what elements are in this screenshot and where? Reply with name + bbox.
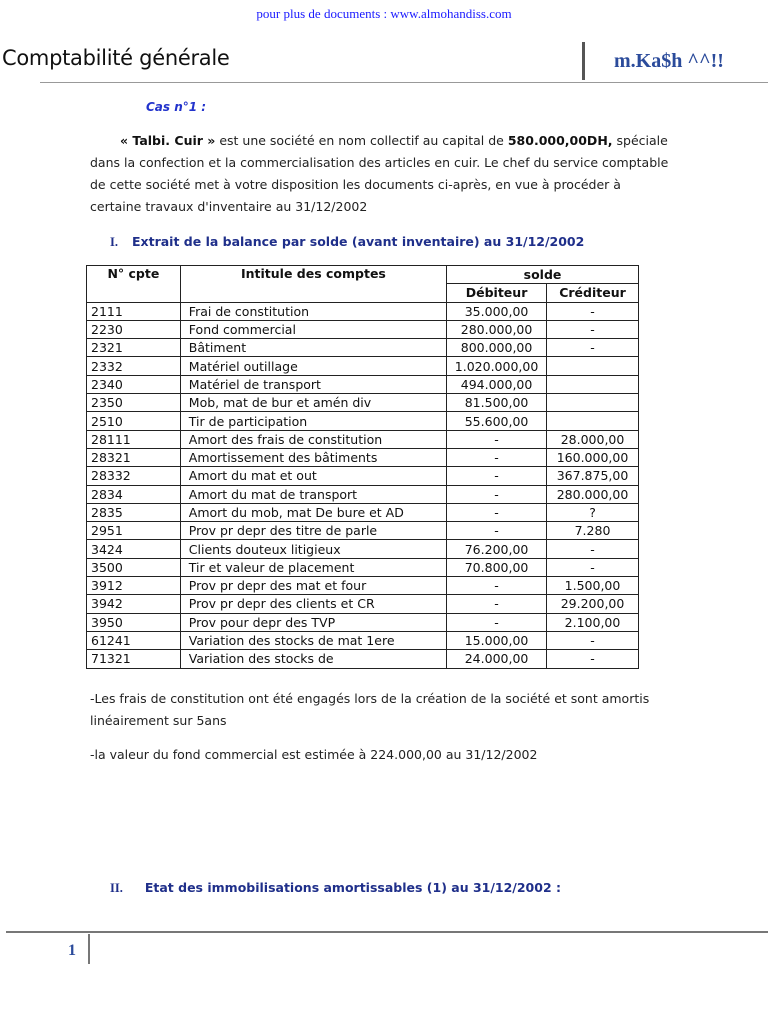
- debit-cell: 81.500,00: [447, 394, 547, 412]
- table-row: [87, 540, 639, 558]
- account-label-cell: Mob, mat de bur et amén div: [180, 394, 446, 412]
- header-rule: [40, 82, 768, 83]
- debit-cell: 280.000,00: [447, 320, 547, 338]
- credit-cell: [547, 375, 639, 393]
- table-row: [87, 394, 639, 412]
- table-row: [87, 558, 639, 576]
- author-name: m.Ka$h ^^!!: [614, 50, 724, 72]
- credit-cell: -: [547, 339, 639, 357]
- header-account-number: N° cpte: [87, 266, 181, 303]
- table-row: [87, 357, 639, 375]
- account-label-cell: Amort du mat de transport: [180, 485, 446, 503]
- intro-text-1: est une société en nom collectif au capital de: [215, 133, 508, 148]
- account-label-cell: Tir de participation: [180, 412, 446, 430]
- account-number-cell: 2834: [87, 485, 181, 503]
- credit-cell: 160.000,00: [547, 448, 639, 466]
- account-number-cell: 71321: [87, 650, 181, 668]
- table-row: [87, 375, 639, 393]
- debit-cell: -: [447, 467, 547, 485]
- header-account-label: Intitule des comptes: [180, 266, 446, 303]
- section-2-title: Etat des immobilisations amortissables (1) au 31/12/2002 :: [144, 880, 562, 895]
- table-row: [87, 503, 639, 521]
- account-label-cell: Variation des stocks de mat 1ere: [180, 631, 446, 649]
- company-name: « Talbi. Cuir »: [120, 133, 216, 148]
- debit-cell: 494.000,00: [447, 375, 547, 393]
- section-1-number: I.: [110, 235, 118, 249]
- credit-cell: [547, 412, 639, 430]
- account-label-cell: Bâtiment: [180, 339, 446, 357]
- credit-cell: 28.000,00: [547, 430, 639, 448]
- account-number-cell: 2332: [87, 357, 181, 375]
- debit-cell: -: [447, 595, 547, 613]
- debit-cell: -: [447, 485, 547, 503]
- case-label: Cas n°1 :: [146, 100, 207, 114]
- note-fonds-commercial: -la valeur du fond commercial est estimée à 224.000,00 au 31/12/2002: [90, 747, 538, 762]
- header-divider: [582, 42, 585, 80]
- debit-cell: 15.000,00: [447, 631, 547, 649]
- section-2-number: II.: [110, 881, 123, 895]
- debit-cell: -: [447, 448, 547, 466]
- credit-cell: -: [547, 631, 639, 649]
- account-number-cell: 2340: [87, 375, 181, 393]
- credit-cell: 2.100,00: [547, 613, 639, 631]
- credit-cell: 367.875,00: [547, 467, 639, 485]
- account-label-cell: Prov pr depr des titre de parle: [180, 522, 446, 540]
- table-row: [87, 302, 639, 320]
- footer-rule: [6, 931, 768, 933]
- account-number-cell: 28332: [87, 467, 181, 485]
- account-number-cell: 3942: [87, 595, 181, 613]
- header-solde: solde: [447, 266, 639, 284]
- account-number-cell: 2321: [87, 339, 181, 357]
- account-number-cell: 3950: [87, 613, 181, 631]
- account-label-cell: Amort du mat et out: [180, 467, 446, 485]
- debit-cell: -: [447, 522, 547, 540]
- credit-cell: 7.280: [547, 522, 639, 540]
- table-row: [87, 613, 639, 631]
- section-2-heading: [110, 880, 561, 896]
- account-label-cell: Clients douteux litigieux: [180, 540, 446, 558]
- credit-cell: -: [547, 540, 639, 558]
- debit-cell: -: [447, 613, 547, 631]
- credit-cell: [547, 357, 639, 375]
- credit-cell: -: [547, 558, 639, 576]
- header-debit: Débiteur: [447, 284, 547, 302]
- debit-cell: 35.000,00: [447, 302, 547, 320]
- account-number-cell: 2111: [87, 302, 181, 320]
- capital-amount: 580.000,00DH,: [507, 133, 613, 148]
- document-title: Comptabilité générale: [2, 46, 230, 70]
- table-row: [87, 485, 639, 503]
- account-number-cell: 3912: [87, 577, 181, 595]
- debit-cell: 55.600,00: [447, 412, 547, 430]
- credit-cell: [547, 394, 639, 412]
- table-row: [87, 339, 639, 357]
- debit-cell: -: [447, 577, 547, 595]
- account-label-cell: Prov pour depr des TVP: [180, 613, 446, 631]
- credit-cell: 280.000,00: [547, 485, 639, 503]
- table-row: [87, 467, 639, 485]
- account-label-cell: Prov pr depr des mat et four: [180, 577, 446, 595]
- account-label-cell: Variation des stocks de: [180, 650, 446, 668]
- table-row: [87, 595, 639, 613]
- account-label-cell: Prov pr depr des clients et CR: [180, 595, 446, 613]
- table-row: [87, 631, 639, 649]
- debit-cell: 800.000,00: [447, 339, 547, 357]
- table-row: [87, 650, 639, 668]
- debit-cell: 70.800,00: [447, 558, 547, 576]
- account-label-cell: Amortissement des bâtiments: [180, 448, 446, 466]
- intro-paragraph: [90, 130, 670, 218]
- credit-cell: 1.500,00: [547, 577, 639, 595]
- footer-divider: [88, 934, 90, 964]
- note-constitution: -Les frais de constitution ont été engagés lors de la création de la société et sont amortis linéairement sur 5ans: [90, 691, 650, 728]
- account-label-cell: Amort du mob, mat De bure et AD: [180, 503, 446, 521]
- account-label-cell: Tir et valeur de placement: [180, 558, 446, 576]
- balance-table: [86, 265, 639, 669]
- account-label-cell: Frai de constitution: [180, 302, 446, 320]
- account-number-cell: 61241: [87, 631, 181, 649]
- table-row: [87, 522, 639, 540]
- section-1-title: Extrait de la balance par solde (avant inventaire) au 31/12/2002: [132, 234, 585, 249]
- credit-cell: -: [547, 650, 639, 668]
- account-number-cell: 2510: [87, 412, 181, 430]
- account-number-cell: 3500: [87, 558, 181, 576]
- table-row: [87, 577, 639, 595]
- table-row: [87, 448, 639, 466]
- debit-cell: 1.020.000,00: [447, 357, 547, 375]
- table-row: [87, 412, 639, 430]
- debit-cell: 76.200,00: [447, 540, 547, 558]
- credit-cell: ?: [547, 503, 639, 521]
- account-number-cell: 2951: [87, 522, 181, 540]
- account-label-cell: Matériel de transport: [180, 375, 446, 393]
- account-number-cell: 2835: [87, 503, 181, 521]
- table-row: [87, 320, 639, 338]
- account-label-cell: Amort des frais de constitution: [180, 430, 446, 448]
- intro-text-2: spéciale dans la confection et la commercialisation des articles en cuir. Le chef du service comptable de cette société met à votre disposition les documents ci-après, en vue à procéder à certaine travaux d'inventaire au 31/12/2002: [90, 133, 669, 214]
- account-number-cell: 28321: [87, 448, 181, 466]
- debit-cell: -: [447, 503, 547, 521]
- page-number: 1: [68, 942, 76, 959]
- debit-cell: -: [447, 430, 547, 448]
- account-number-cell: 2350: [87, 394, 181, 412]
- account-number-cell: 28111: [87, 430, 181, 448]
- account-label-cell: Matériel outillage: [180, 357, 446, 375]
- credit-cell: -: [547, 320, 639, 338]
- top-link[interactable]: pour plus de documents : www.almohandiss.com: [256, 6, 512, 21]
- header-credit: Créditeur: [547, 284, 639, 302]
- credit-cell: -: [547, 302, 639, 320]
- account-label-cell: Fond commercial: [180, 320, 446, 338]
- table-row: [87, 430, 639, 448]
- table-header-row: [87, 266, 639, 284]
- credit-cell: 29.200,00: [547, 595, 639, 613]
- debit-cell: 24.000,00: [447, 650, 547, 668]
- account-number-cell: 3424: [87, 540, 181, 558]
- account-number-cell: 2230: [87, 320, 181, 338]
- section-1-heading: [110, 234, 584, 250]
